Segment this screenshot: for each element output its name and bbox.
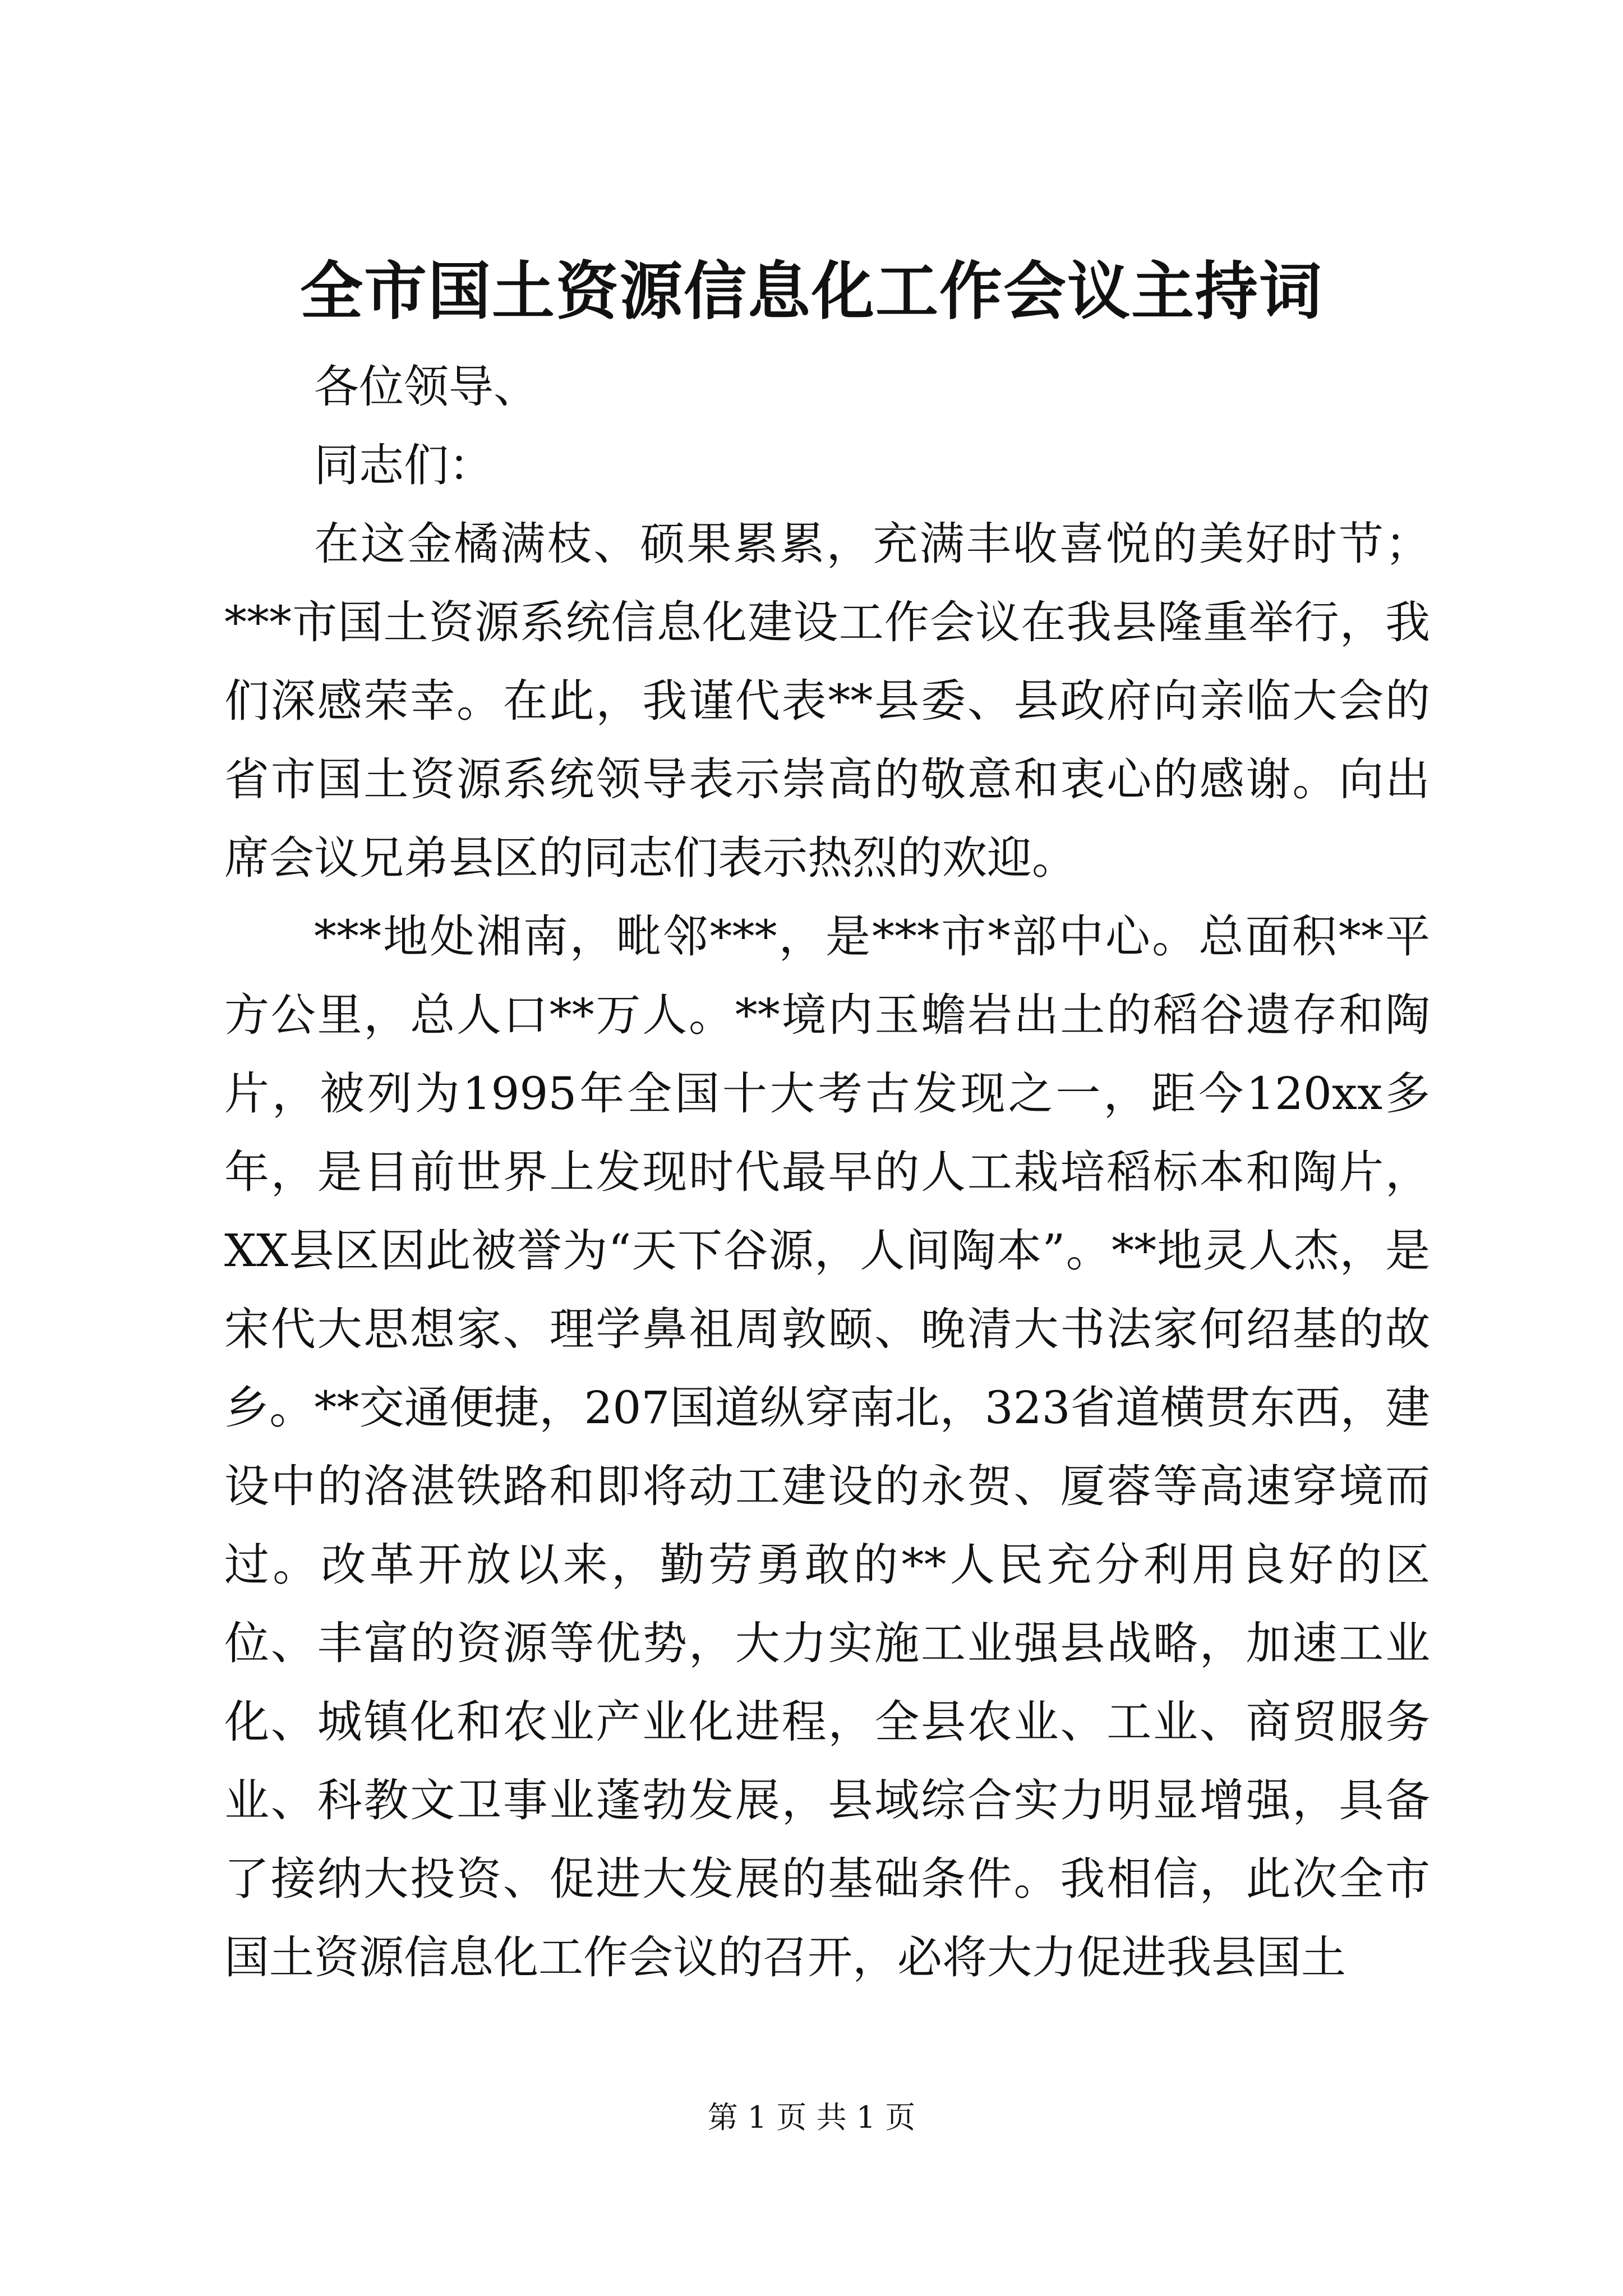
document-body: [224, 348, 1430, 1997]
salutation-comrades: 同志们：: [314, 439, 494, 491]
salutation-leaders: 各位领导、: [314, 361, 538, 413]
paragraph-welcome: 在这金橘满枝、硕果累累，充满丰收喜悦的美好时节；***市国土资源系统信息化建设工作会议在我县隆重举行，我们深感荣幸。在此，我谨代表**县委、县政府向亲临大会的省市国土资源系统领导表示崇高的敬意和衷心的感谢。向出席会议兄弟县区的同志们表示热烈的欢迎。: [224, 518, 1430, 884]
paragraph-county-introduction: ***地处湘南，毗邻***，是***市*部中心。总面积**平方公里，总人口**万人。**境内玉蟾岩出土的稻谷遗存和陶片，被列为1995年全国十大考古发现之一，距今120xx多年，是目前世界上发现时代最早的人工栽培稻标本和陶片，XX县区因此被誉为“天下谷源，人间陶本”。**地灵人杰，是宋代大思想家、理学鼻祖周敦颐、晚清大书法家何绍基的故乡。**交通便捷，207国道纵穿南北，323省道横贯东西，建设中的洛湛铁路和即将动工建设的永贺、厦蓉等高速穿境而过。改革开放以来，勤劳勇敢的**人民充分利用良好的区位、丰富的资源等优势，大力实施工业强县战略，加速工业化、城镇化和农业产业化进程，全县农业、工业、商贸服务业、科教文卫事业蓬勃发展，县域综合实力明显增强，具备了接纳大投资、促进大发展的基础条件。我相信，此次全市国土资源信息化工作会议的召开，必将大力促进我县国土: [224, 910, 1430, 1984]
page-number-footer: 第 1 页 共 1 页: [707, 2100, 916, 2135]
document-title: 全市国土资源信息化工作会议主持词: [300, 255, 1323, 328]
